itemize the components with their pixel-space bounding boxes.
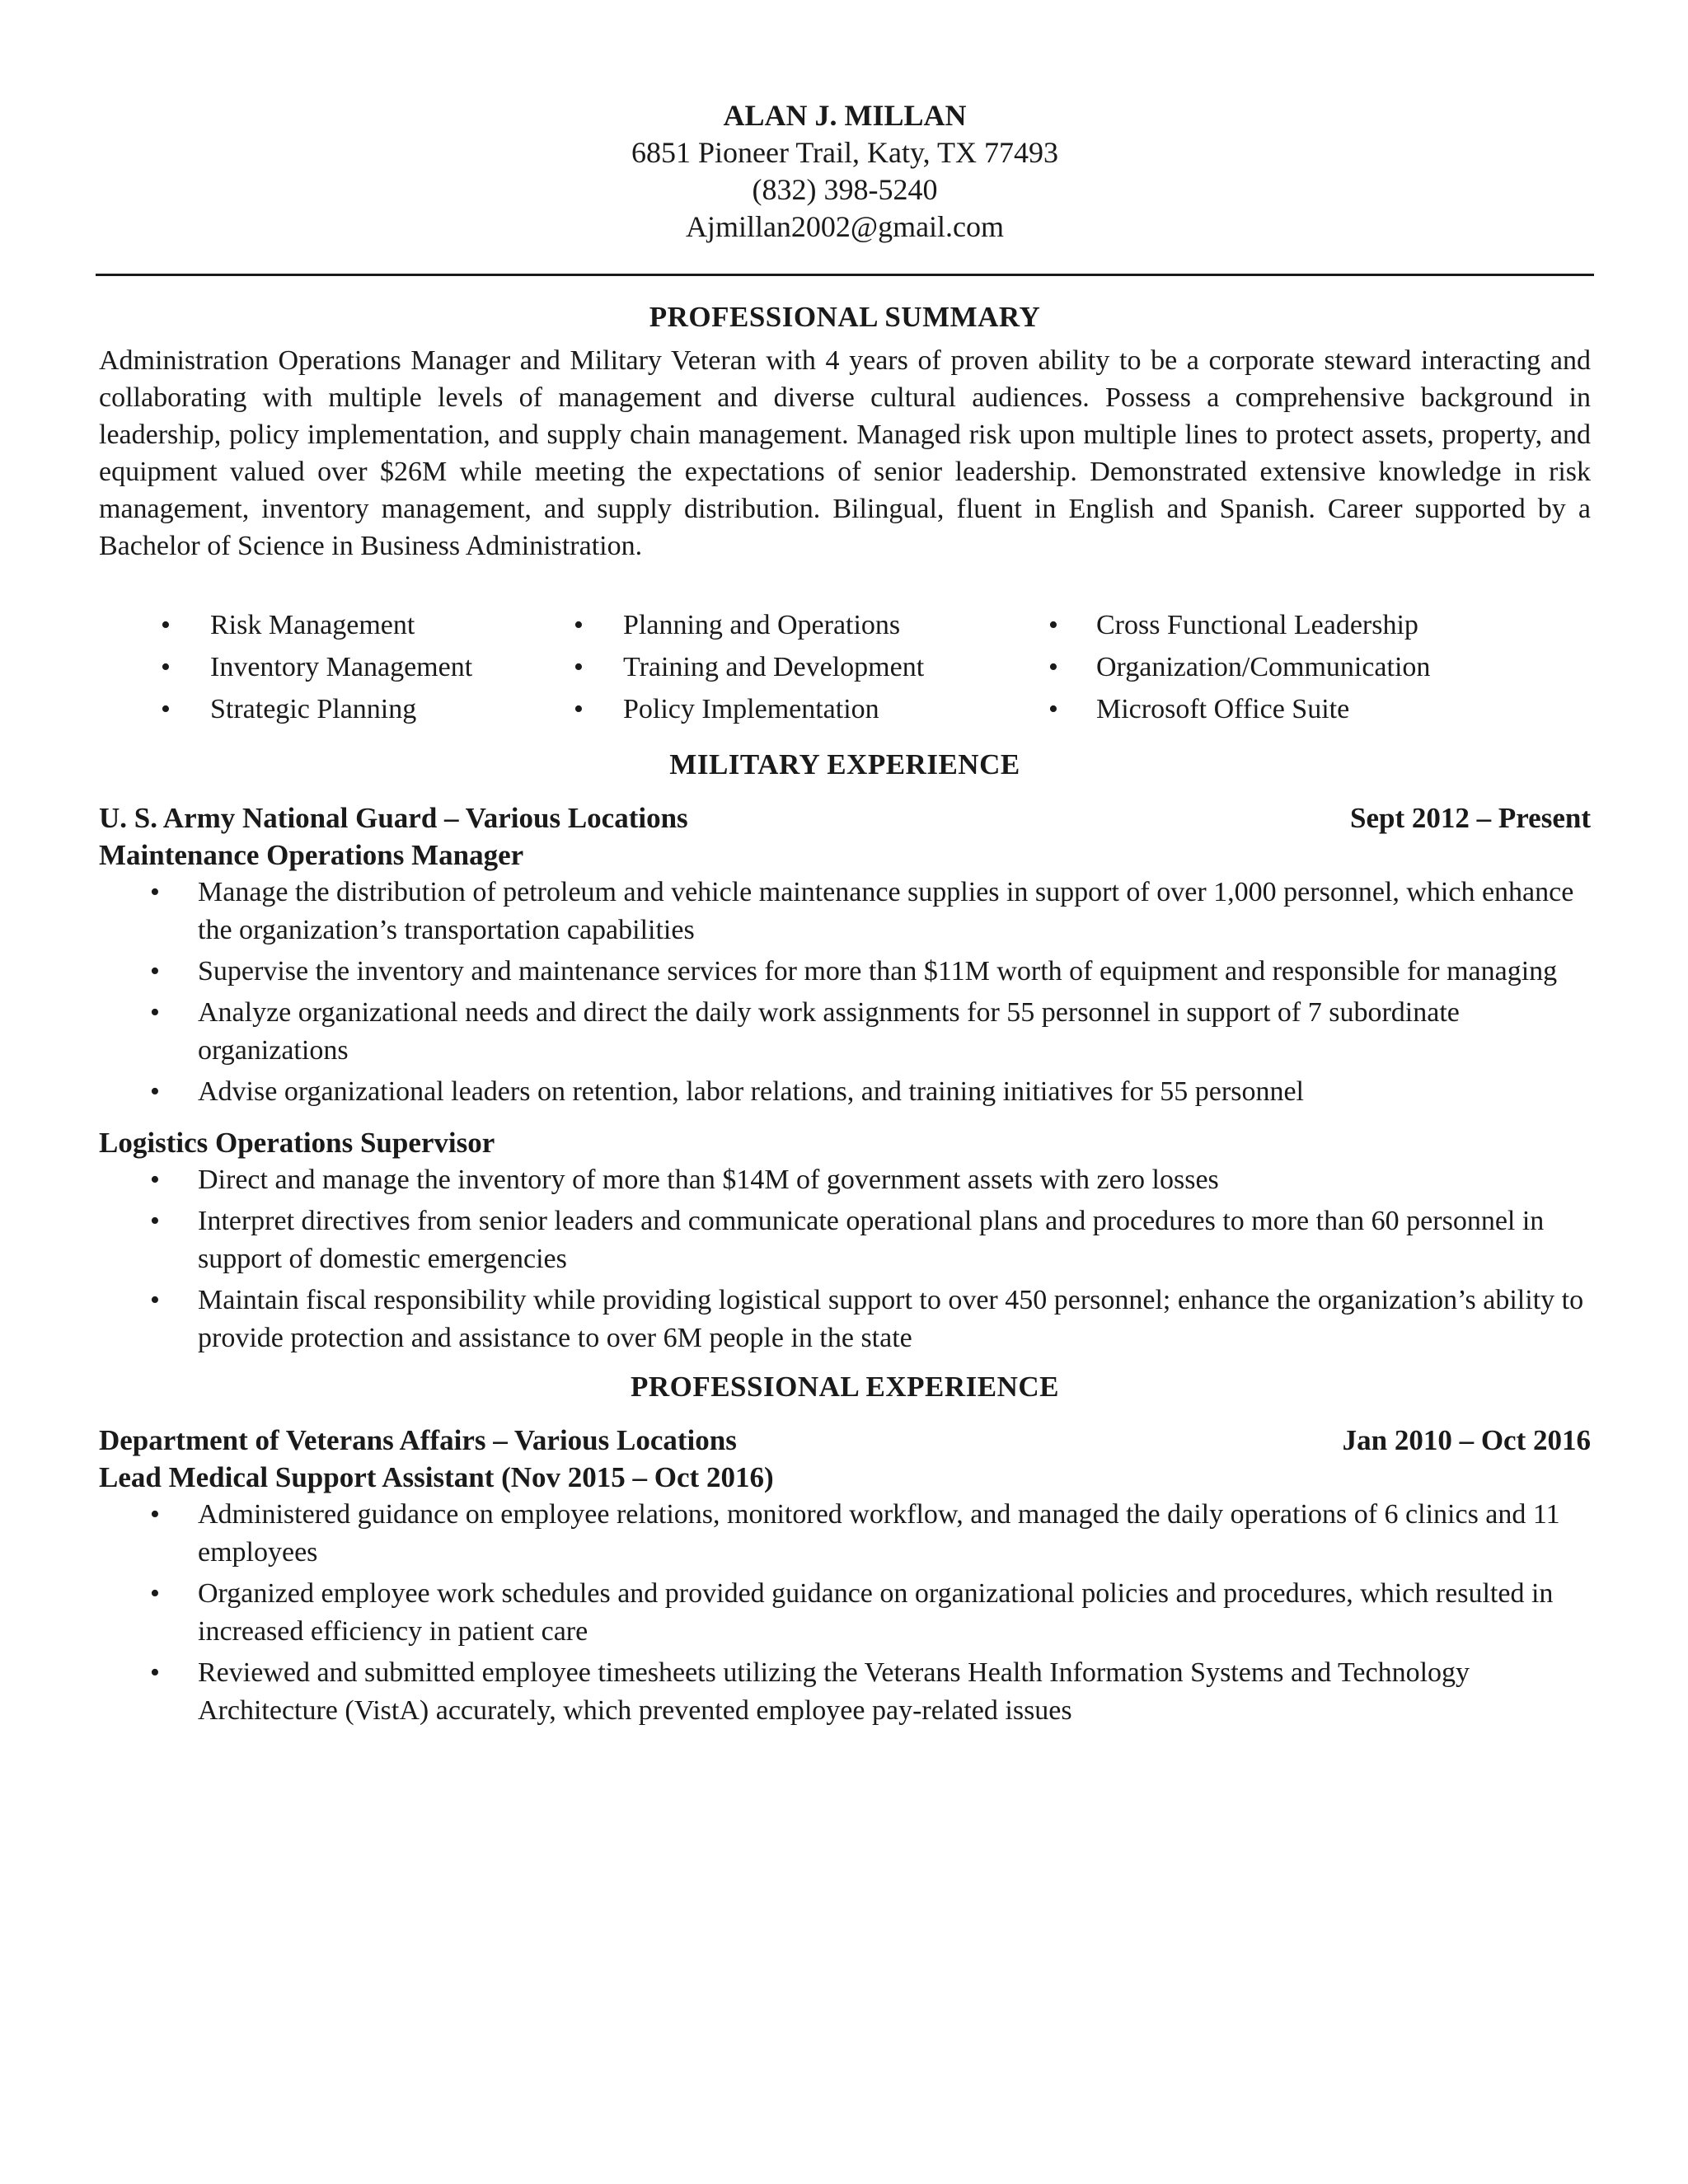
header-divider <box>96 274 1594 276</box>
list-item: • Supervise the inventory and maintenance services for more than $11M worth of equipment and responsible for managing <box>99 953 1591 991</box>
bullet-icon: • <box>150 1165 160 1195</box>
skill-item: • Organization/Communication <box>1070 646 1581 688</box>
list-item: • Analyze organizational needs and direct the daily work assignments for 55 personnel in support of 7 subordinate organizations <box>99 994 1591 1070</box>
summary-title: PROFESSIONAL SUMMARY <box>649 301 1041 333</box>
role-bullets <box>99 1496 1591 1730</box>
skill-item: • Microsoft Office Suite <box>1070 688 1581 730</box>
email: Ajmillan2002@gmail.com <box>685 210 1005 243</box>
list-item: • Administered guidance on employee relations, monitored workflow, and managed the daily operations of 6 clinics and 11 employees <box>99 1496 1591 1572</box>
list-item: • Maintain fiscal responsibility while providing logistical support to over 450 personnel; enhance the organization’s ability to provide protection and assistance to over 6M people in the state <box>99 1282 1591 1357</box>
role-bullets <box>99 874 1591 1111</box>
skill-item: • Policy Implementation <box>565 688 1070 730</box>
bullet-icon: • <box>574 694 584 724</box>
phone: (832) 398-5240 <box>752 173 938 206</box>
bullet-icon: • <box>150 1206 160 1236</box>
bullet-icon: • <box>161 610 171 640</box>
professional-org: Department of Veterans Affairs – Various Locations <box>99 1424 737 1456</box>
skill-item: • Planning and Operations <box>565 604 1070 646</box>
bullet-icon: • <box>150 997 160 1028</box>
role-bullets <box>99 1161 1591 1357</box>
list-item: • Reviewed and submitted employee timesheets utilizing the Veterans Health Information Systems and Technology Architecture (VistA) accurately, which prevented employee pay-related issues <box>99 1654 1591 1730</box>
address: 6851 Pioneer Trail, Katy, TX 77493 <box>631 136 1058 169</box>
professional-dates: Jan 2010 – Oct 2016 <box>1342 1424 1591 1456</box>
skill-item: • Training and Development <box>565 646 1070 688</box>
summary-text: Administration Operations Manager and Military Veteran with 4 years of proven ability to be a corporate steward interacting and collaborating with multiple levels of management and diverse cultural audiences. Possess a comprehensive background in leadership, policy implementation, and supply chain management. Managed risk upon multiple lines to protect assets, property, and equipment valued over $26M while meeting the expectations of senior leadership. Demonstrated extensive knowledge in risk management, inventory management, and supply distribution. Bilingual, fluent in English and Spanish. Career supported by a Bachelor of Science in Business Administration. <box>99 345 1591 561</box>
skills-grid <box>99 604 1591 730</box>
bullet-icon: • <box>1048 610 1058 640</box>
list-item: • Interpret directives from senior leaders and communicate operational plans and procedures to more than 60 personnel in support of domestic emergencies <box>99 1202 1591 1278</box>
military-org-row <box>99 799 1591 837</box>
bullet-icon: • <box>574 610 584 640</box>
professional-org-row <box>99 1422 1591 1459</box>
bullet-icon: • <box>150 1076 160 1107</box>
skill-item: • Risk Management <box>99 604 565 646</box>
military-dates: Sept 2012 – Present <box>1350 802 1591 834</box>
bullet-icon: • <box>161 694 171 724</box>
military-title: MILITARY EXPERIENCE <box>669 748 1020 780</box>
bullet-icon: • <box>150 1499 160 1530</box>
bullet-icon: • <box>150 877 160 907</box>
bullet-icon: • <box>150 1285 160 1315</box>
skill-item: • Inventory Management <box>99 646 565 688</box>
resume-page <box>99 97 1591 1733</box>
list-item: • Advise organizational leaders on retention, labor relations, and training initiatives for 55 personnel <box>99 1073 1591 1111</box>
professional-title: PROFESSIONAL EXPERIENCE <box>630 1371 1060 1403</box>
list-item: • Manage the distribution of petroleum and vehicle maintenance supplies in support of over 1,000 personnel, which enhance the organization’s transportation capabilities <box>99 874 1591 949</box>
military-org: U. S. Army National Guard – Various Locations <box>99 802 688 834</box>
bullet-icon: • <box>1048 694 1058 724</box>
contact-header <box>99 97 1591 246</box>
bullet-icon: • <box>150 1578 160 1609</box>
skills-column-3 <box>1048 604 1581 730</box>
bullet-icon: • <box>574 652 584 682</box>
bullet-icon: • <box>1048 652 1058 682</box>
skill-item: • Cross Functional Leadership <box>1070 604 1581 646</box>
candidate-name: ALAN J. MILLAN <box>723 99 967 132</box>
role-title: Lead Medical Support Assistant (Nov 2015 – Oct 2016) <box>99 1461 774 1493</box>
bullet-icon: • <box>150 1657 160 1688</box>
bullet-icon: • <box>150 956 160 987</box>
role-title: Logistics Operations Supervisor <box>99 1127 495 1159</box>
skills-column-1 <box>99 604 565 730</box>
list-item: • Organized employee work schedules and provided guidance on organizational policies and procedures, which resulted in increased efficiency in patient care <box>99 1575 1591 1651</box>
skill-item: • Strategic Planning <box>99 688 565 730</box>
role-title: Maintenance Operations Manager <box>99 839 524 871</box>
list-item: • Direct and manage the inventory of more than $14M of government assets with zero losses <box>99 1161 1591 1199</box>
bullet-icon: • <box>161 652 171 682</box>
skills-column-2 <box>565 604 1070 730</box>
